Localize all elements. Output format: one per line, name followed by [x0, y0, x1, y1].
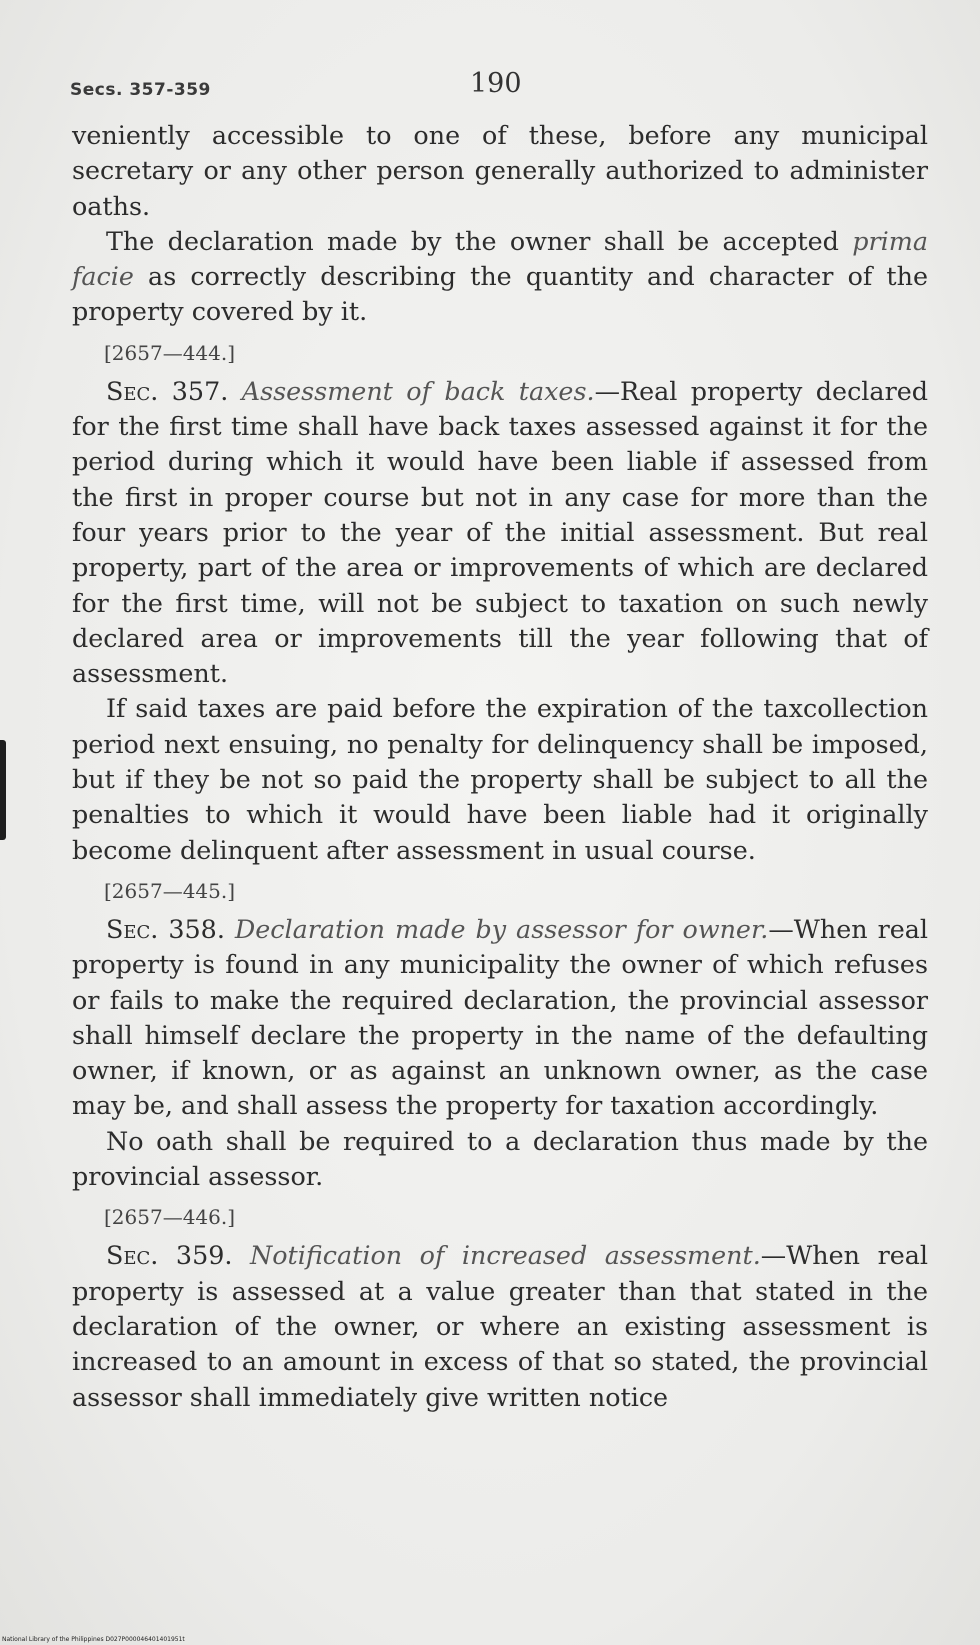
section-title: Notification of increased assessment. [250, 1240, 761, 1271]
paragraph-declaration [72, 224, 928, 330]
scan-edge-mark [0, 740, 6, 840]
paragraph-continued: veniently accessible to one of these, before any municipal secretary or any other person generally authorized to administer oaths. [72, 120, 928, 221]
section-title: Declaration made by assessor for owner. [234, 913, 769, 944]
paragraph-no-oath: No oath shall be required to a declaration thus made by the provincial assessor. [72, 1125, 928, 1192]
section-label: Sec. 359. [106, 1240, 233, 1271]
section-357 [72, 374, 928, 692]
section-text: —When real property is assessed at a value greater than that stated in the declaration of the owner, or where an existing assessment is increased to an amount in excess of that so stated, the provincial assessor shall immediately give written notice [72, 1240, 928, 1412]
citation: [2657—446.] [104, 1205, 236, 1230]
section-text: —When real property is found in any municipality the owner of which refuses or fails to make the required declaration, the provincial assessor shall himself declare the property in the name of the defaulting owner, if known, or as against an unknown owner, as the case may be, and shall assess the property for taxation accordingly. [72, 913, 929, 1121]
paragraph-taxes-paid: If said taxes are paid before the expiration of the taxcollection period next ensuing, no penalty for delinquency shall be imposed, but if they be not so paid the property shall be subject to all the penalties to which it would have been liable had it originally become delinquent after assessment in usual course. [72, 693, 928, 865]
section-label: Sec. 357. [106, 375, 229, 406]
italic-term: prima facie [72, 225, 928, 292]
section-title: Assessment of back taxes. [241, 375, 595, 406]
section-358 [72, 912, 928, 1124]
text-run: The declaration made by the owner shall be accepted [106, 225, 853, 256]
scan-credit: National Library of the Philippines D027P000046401401951t [2, 1636, 185, 1643]
page-body [72, 118, 928, 1415]
citation: [2657—445.] [104, 878, 236, 903]
page-header [70, 68, 930, 108]
text-run: as correctly describing the quantity and character of the property covered by it. [72, 261, 928, 327]
section-range: Secs. 357-359 [70, 80, 211, 100]
page-number: 190 [470, 68, 522, 99]
section-text: —Real property declared for the first time shall have back taxes assessed against it for the period during which it would have been liable if assessed from the first in proper course but not in any case for more than the four years prior to the year of the initial assessment. But real property, part of the area or improvements of which are declared for the first time, will not be subject to taxation on such newly declared area or improvements till the year following that of assessment. [72, 375, 928, 689]
section-359 [72, 1238, 928, 1414]
section-label: Sec. 358. [106, 913, 225, 944]
citation: [2657—444.] [104, 340, 236, 365]
